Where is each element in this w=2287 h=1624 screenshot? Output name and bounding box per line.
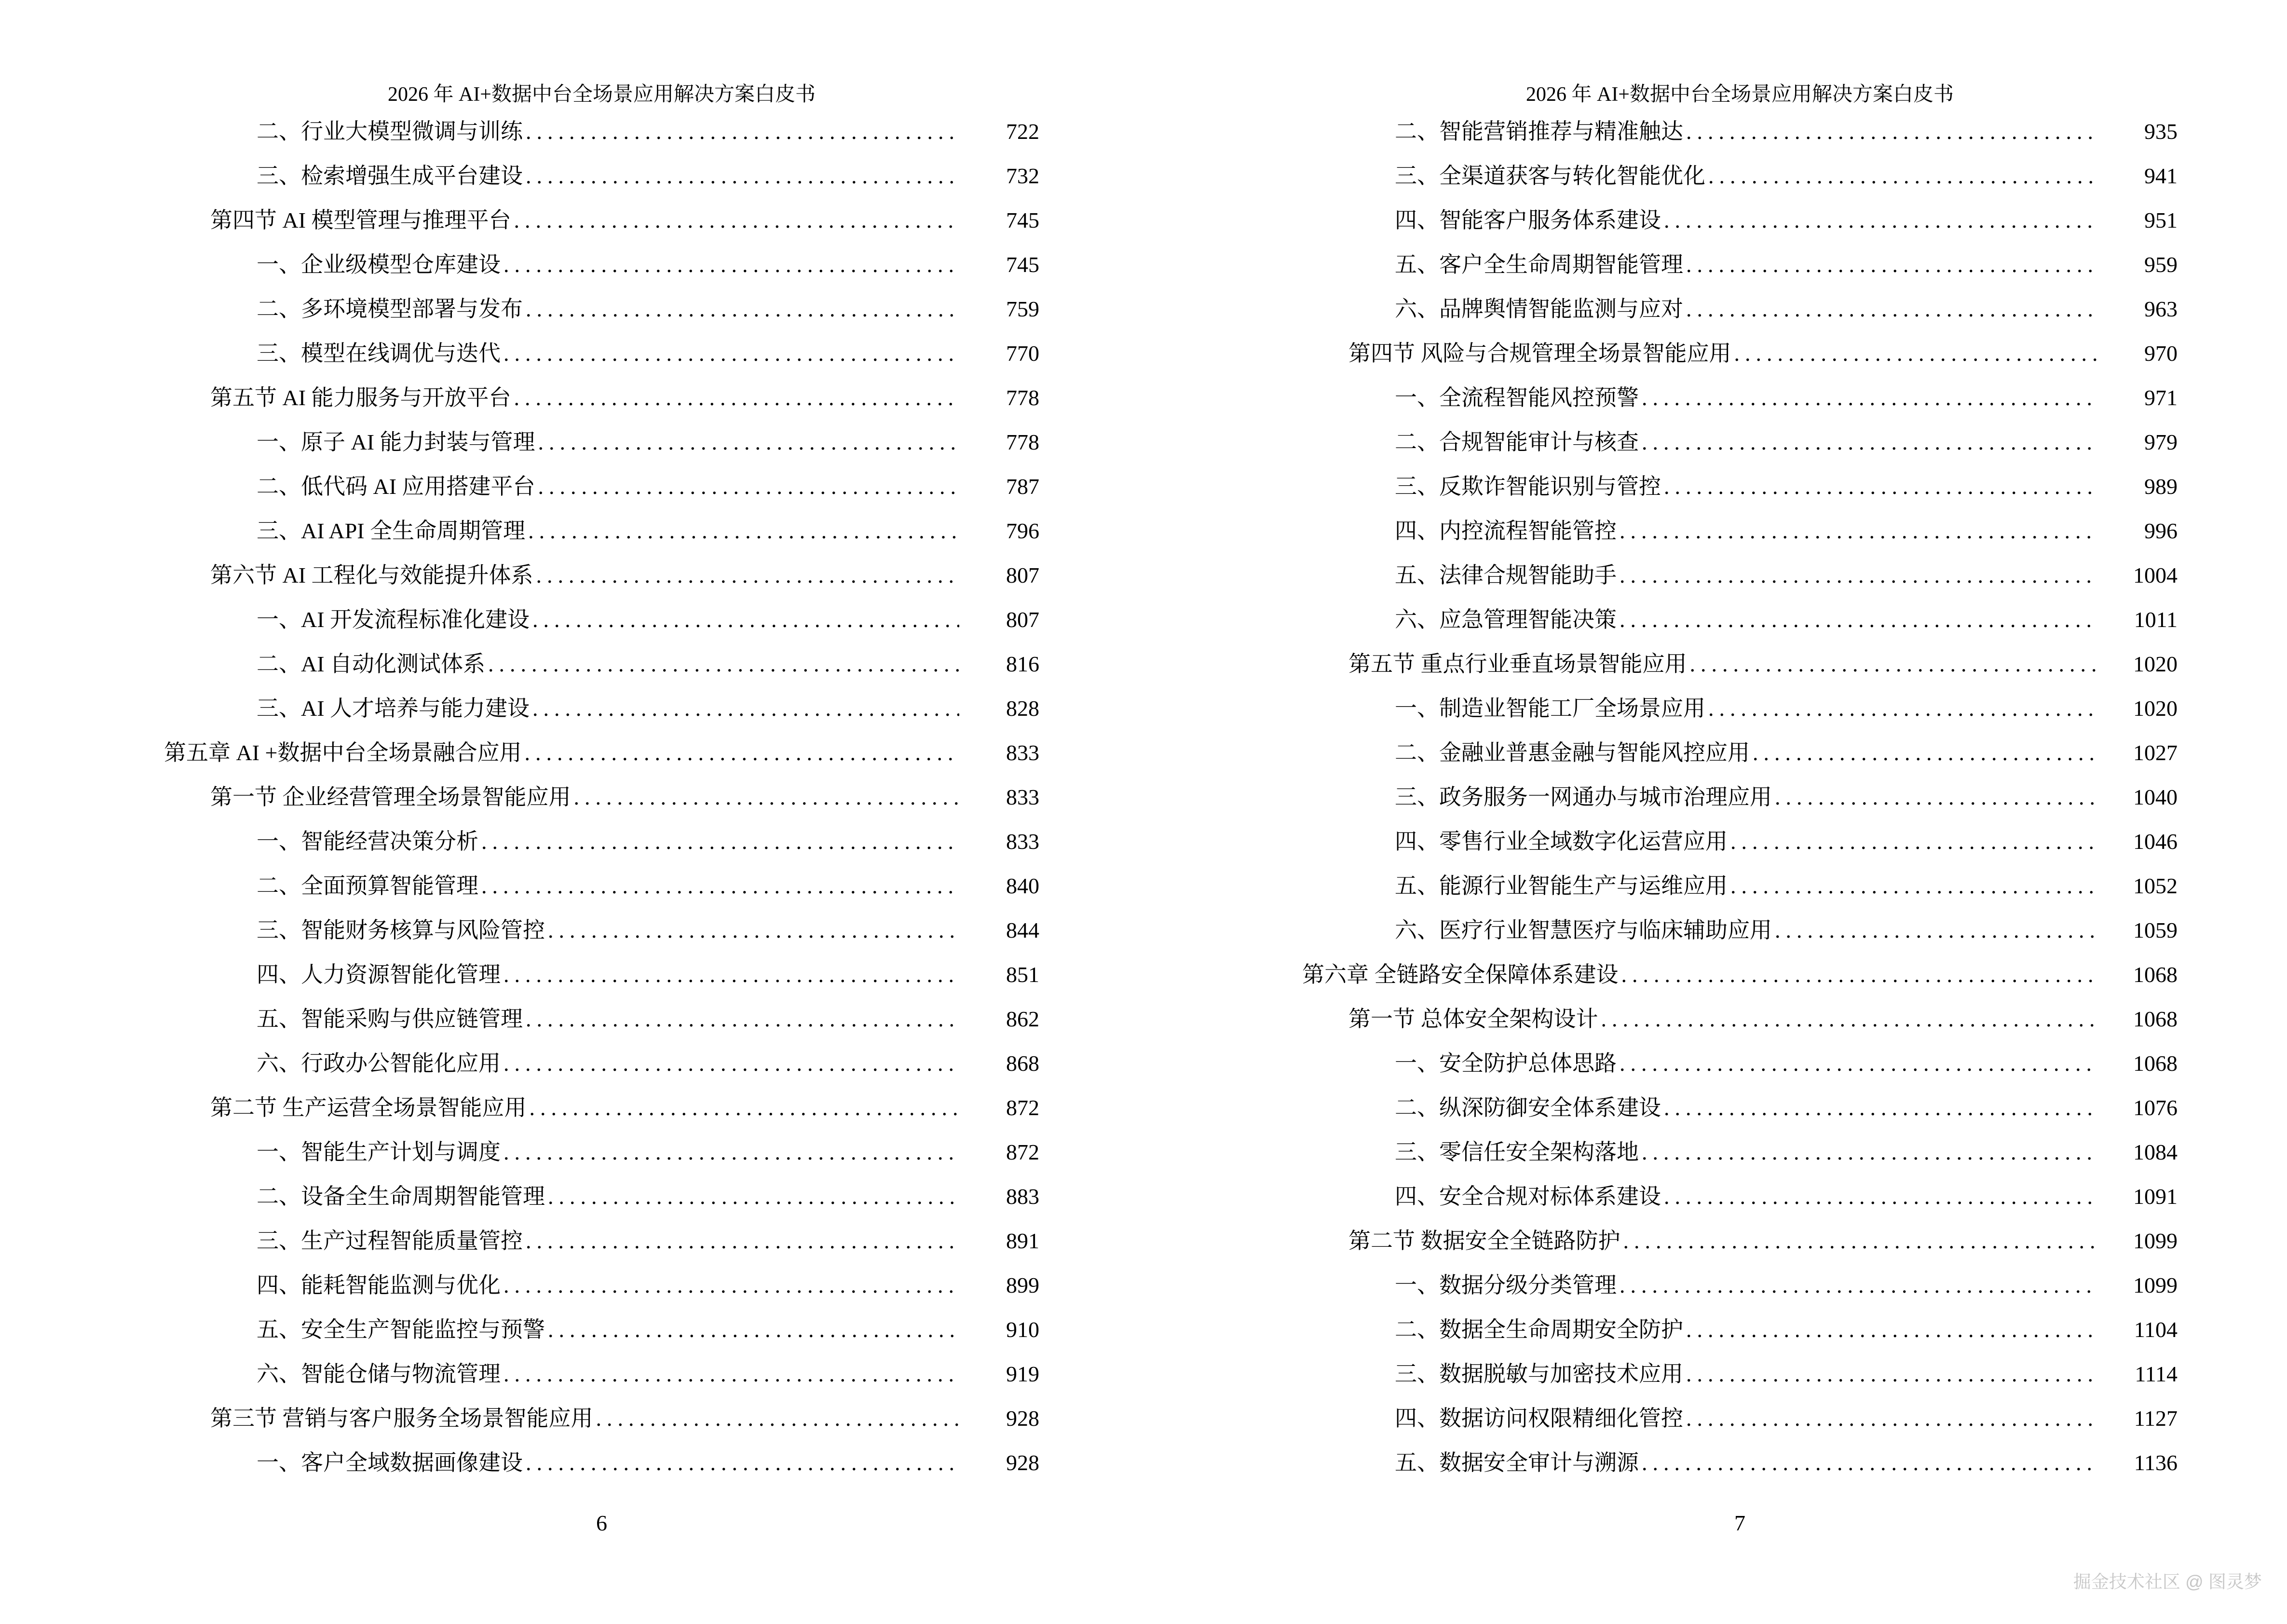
toc-entry-page: 1020 bbox=[2133, 652, 2178, 676]
toc-entry-page: 862 bbox=[1006, 1007, 1039, 1031]
toc-entry bbox=[1302, 464, 2178, 509]
toc-entry bbox=[1302, 1352, 2178, 1396]
toc-entry bbox=[1302, 1308, 2178, 1352]
toc-entry-label: 一、制造业智能工厂全场景应用 bbox=[1395, 696, 1705, 721]
toc-entry-label: 一、安全防护总体思路 bbox=[1395, 1051, 1617, 1076]
toc-entry-label: 三、AI API 全生命周期管理 bbox=[257, 519, 526, 543]
dot-leader bbox=[526, 1441, 959, 1485]
toc-entry-page: 979 bbox=[2144, 430, 2178, 454]
dot-leader bbox=[1686, 109, 2097, 154]
toc-entry bbox=[164, 287, 1039, 331]
toc-entry bbox=[164, 864, 1039, 908]
toc-entry bbox=[164, 1130, 1039, 1174]
toc-entry-label: 二、智能营销推荐与精准触达 bbox=[1395, 119, 1683, 144]
toc-entry bbox=[1302, 953, 2178, 997]
dot-leader bbox=[504, 1041, 959, 1086]
page-number: 6 bbox=[596, 1511, 607, 1535]
toc-entry bbox=[1302, 598, 2178, 642]
toc-entry-label: 三、AI 人才培养与能力建设 bbox=[257, 696, 530, 721]
toc-entry-label: 三、检索增强生成平台建设 bbox=[257, 164, 523, 188]
dot-leader bbox=[526, 109, 959, 154]
dot-leader bbox=[532, 686, 959, 731]
toc-entry-label: 一、企业级模型仓库建设 bbox=[257, 252, 501, 277]
toc-entry bbox=[1302, 331, 2178, 376]
toc-entry bbox=[1302, 642, 2178, 686]
toc-entry-label: 一、客户全域数据画像建设 bbox=[257, 1450, 523, 1475]
toc-entry-page: 1027 bbox=[2133, 740, 2178, 765]
dot-leader bbox=[504, 1130, 959, 1174]
toc-entry-label: 二、多环境模型部署与发布 bbox=[257, 297, 523, 321]
toc-entry-label: 六、应急管理智能决策 bbox=[1395, 607, 1617, 632]
toc-entry-page: 833 bbox=[1006, 740, 1039, 765]
toc-entry-page: 951 bbox=[2144, 208, 2178, 232]
toc-entry-page: 1052 bbox=[2133, 873, 2178, 898]
dot-leader bbox=[1620, 1041, 2097, 1086]
dot-leader bbox=[1686, 1308, 2097, 1352]
toc-entry bbox=[1302, 908, 2178, 953]
toc-entry-page: 732 bbox=[1006, 164, 1039, 188]
toc-entry bbox=[164, 1174, 1039, 1219]
dot-leader bbox=[1775, 775, 2097, 819]
toc-entry bbox=[164, 731, 1039, 775]
toc-entry-label: 二、低代码 AI 应用搭建平台 bbox=[257, 474, 535, 499]
toc-entry-page: 1084 bbox=[2133, 1140, 2178, 1164]
toc-entry bbox=[1302, 1130, 2178, 1174]
toc-entry bbox=[164, 819, 1039, 864]
dot-leader bbox=[538, 464, 959, 509]
toc-entry-label: 二、行业大模型微调与训练 bbox=[257, 119, 523, 144]
dot-leader bbox=[514, 198, 959, 243]
toc-entry-label: 第二节 生产运营全场景智能应用 bbox=[210, 1095, 527, 1120]
toc-entry bbox=[1302, 287, 2178, 331]
toc-entry bbox=[1302, 553, 2178, 598]
toc-entry-label: 第四节 AI 模型管理与推理平台 bbox=[210, 208, 511, 232]
dot-leader bbox=[1708, 154, 2097, 198]
toc-entry-page: 928 bbox=[1006, 1450, 1039, 1475]
dot-leader bbox=[1686, 1396, 2097, 1441]
toc-entry-label: 三、零信任安全架构落地 bbox=[1395, 1140, 1639, 1164]
toc-entry-page: 963 bbox=[2144, 297, 2178, 321]
dot-leader bbox=[504, 243, 959, 287]
dot-leader bbox=[1734, 331, 2098, 376]
dot-leader bbox=[596, 1396, 960, 1441]
toc-entry bbox=[164, 1352, 1039, 1396]
toc-entry bbox=[1302, 1263, 2178, 1308]
toc-entry-label: 三、生产过程智能质量管控 bbox=[257, 1228, 523, 1253]
toc-entry-page: 828 bbox=[1006, 696, 1039, 721]
toc-entry-label: 三、反欺诈智能识别与管控 bbox=[1395, 474, 1661, 499]
toc-entry bbox=[1302, 1041, 2178, 1086]
dot-leader bbox=[538, 420, 959, 464]
toc-entry-label: 三、数据脱敏与加密技术应用 bbox=[1395, 1362, 1683, 1386]
dot-leader bbox=[1642, 1441, 2097, 1485]
toc-entry-label: 三、全渠道获客与转化智能优化 bbox=[1395, 164, 1705, 188]
dot-leader bbox=[528, 509, 959, 553]
toc-entry-page: 883 bbox=[1006, 1184, 1039, 1209]
toc-entry bbox=[164, 154, 1039, 198]
dot-leader bbox=[488, 642, 959, 686]
toc-entry bbox=[1302, 154, 2178, 198]
dot-leader bbox=[526, 1219, 959, 1263]
toc-entry-label: 第六章 全链路安全保障体系建设 bbox=[1302, 962, 1619, 987]
toc-entry bbox=[1302, 509, 2178, 553]
toc-list bbox=[1302, 109, 2178, 1485]
toc-entry-page: 833 bbox=[1006, 829, 1039, 854]
toc-entry bbox=[1302, 731, 2178, 775]
toc-entry-page: 851 bbox=[1006, 962, 1039, 987]
toc-entry bbox=[164, 953, 1039, 997]
toc-entry bbox=[164, 331, 1039, 376]
toc-entry bbox=[1302, 1174, 2178, 1219]
toc-entry bbox=[164, 553, 1039, 598]
toc-entry-label: 一、原子 AI 能力封装与管理 bbox=[257, 430, 535, 454]
toc-entry-page: 1091 bbox=[2133, 1184, 2178, 1209]
dot-leader bbox=[1601, 997, 2098, 1041]
page-number: 7 bbox=[1734, 1511, 1745, 1535]
toc-entry-label: 五、法律合规智能助手 bbox=[1395, 563, 1617, 587]
toc-entry-label: 五、客户全生命周期智能管理 bbox=[1395, 252, 1683, 277]
dot-leader bbox=[1730, 819, 2097, 864]
dot-leader bbox=[481, 819, 959, 864]
toc-entry bbox=[1302, 1441, 2178, 1485]
dot-leader bbox=[1623, 1219, 2098, 1263]
toc-entry-page: 778 bbox=[1006, 430, 1039, 454]
dot-leader bbox=[1664, 464, 2097, 509]
toc-entry-page: 1068 bbox=[2133, 962, 2178, 987]
toc-entry-label: 第二节 数据安全全链路防护 bbox=[1348, 1228, 1620, 1253]
dot-leader bbox=[524, 731, 959, 775]
toc-entry bbox=[1302, 1219, 2178, 1263]
toc-entry bbox=[164, 243, 1039, 287]
toc-entry bbox=[164, 1086, 1039, 1130]
toc-entry bbox=[164, 686, 1039, 731]
toc-entry-page: 778 bbox=[1006, 385, 1039, 410]
toc-entry bbox=[1302, 775, 2178, 819]
toc-entry-label: 四、安全合规对标体系建设 bbox=[1395, 1184, 1661, 1209]
toc-entry bbox=[164, 642, 1039, 686]
dot-leader bbox=[574, 775, 960, 819]
toc-entry bbox=[164, 775, 1039, 819]
toc-entry-page: 745 bbox=[1006, 208, 1039, 232]
dot-leader bbox=[1753, 731, 2097, 775]
toc-entry bbox=[1302, 198, 2178, 243]
toc-entry-label: 四、人力资源智能化管理 bbox=[257, 962, 501, 987]
dot-leader bbox=[536, 553, 959, 598]
toc-list bbox=[164, 109, 1039, 1485]
toc-entry-page: 844 bbox=[1006, 918, 1039, 942]
toc-entry-label: 四、智能客户服务体系建设 bbox=[1395, 208, 1661, 232]
toc-entry-label: 四、数据访问权限精细化管控 bbox=[1395, 1406, 1683, 1431]
dot-leader bbox=[1620, 553, 2097, 598]
dot-leader bbox=[514, 376, 959, 420]
dot-leader bbox=[1642, 376, 2097, 420]
toc-entry-page: 919 bbox=[1006, 1362, 1039, 1386]
toc-entry-page: 989 bbox=[2144, 474, 2178, 499]
toc-entry-page: 1099 bbox=[2133, 1228, 2178, 1253]
toc-entry-label: 五、智能采购与供应链管理 bbox=[257, 1007, 523, 1031]
dot-leader bbox=[526, 287, 959, 331]
toc-entry-label: 第五节 AI 能力服务与开放平台 bbox=[210, 385, 511, 410]
toc-entry-page: 745 bbox=[1006, 252, 1039, 277]
toc-entry-label: 六、行政办公智能化应用 bbox=[257, 1051, 501, 1076]
toc-entry-page: 910 bbox=[1006, 1317, 1039, 1342]
toc-entry-label: 五、能源行业智能生产与运维应用 bbox=[1395, 873, 1728, 898]
dot-leader bbox=[1642, 420, 2097, 464]
dot-leader bbox=[1686, 1352, 2097, 1396]
toc-entry-page: 1020 bbox=[2133, 696, 2178, 721]
toc-entry bbox=[164, 420, 1039, 464]
toc-entry-page: 1099 bbox=[2133, 1273, 2178, 1297]
dot-leader bbox=[481, 864, 959, 908]
toc-entry-page: 1114 bbox=[2135, 1362, 2178, 1386]
toc-entry-label: 第四节 风险与合规管理全场景智能应用 bbox=[1348, 341, 1731, 366]
toc-entry-page: 899 bbox=[1006, 1273, 1039, 1297]
toc-entry-page: 868 bbox=[1006, 1051, 1039, 1076]
toc-entry-page: 1059 bbox=[2133, 918, 2178, 942]
toc-entry bbox=[164, 109, 1039, 154]
toc-entry bbox=[1302, 686, 2178, 731]
toc-entry-label: 四、零售行业全域数字化运营应用 bbox=[1395, 829, 1728, 854]
toc-entry-page: 928 bbox=[1006, 1406, 1039, 1431]
toc-entry-label: 第六节 AI 工程化与效能提升体系 bbox=[210, 563, 533, 587]
toc-entry-page: 1127 bbox=[2134, 1406, 2178, 1431]
toc-entry-label: 第五节 重点行业垂直场景智能应用 bbox=[1348, 652, 1687, 676]
toc-entry-page: 941 bbox=[2144, 164, 2178, 188]
toc-entry-page: 959 bbox=[2144, 252, 2178, 277]
dot-leader bbox=[1708, 686, 2097, 731]
dot-leader bbox=[1686, 243, 2097, 287]
dot-leader bbox=[1664, 198, 2097, 243]
toc-entry-page: 840 bbox=[1006, 873, 1039, 898]
dot-leader bbox=[504, 1352, 959, 1396]
toc-entry-label: 六、医疗行业智慧医疗与临床辅助应用 bbox=[1395, 918, 1772, 942]
toc-entry bbox=[164, 1263, 1039, 1308]
toc-entry bbox=[1302, 376, 2178, 420]
toc-entry-label: 五、数据安全审计与溯源 bbox=[1395, 1450, 1639, 1475]
toc-entry-page: 1011 bbox=[2134, 607, 2178, 632]
toc-entry-page: 1136 bbox=[2134, 1450, 2178, 1475]
toc-entry-label: 四、内控流程智能管控 bbox=[1395, 519, 1617, 543]
dot-leader bbox=[1664, 1174, 2097, 1219]
dot-leader bbox=[1642, 1130, 2097, 1174]
toc-entry-page: 1104 bbox=[2134, 1317, 2178, 1342]
toc-entry bbox=[1302, 1396, 2178, 1441]
toc-entry bbox=[1302, 819, 2178, 864]
toc-entry-label: 二、金融业普惠金融与智能风控应用 bbox=[1395, 740, 1750, 765]
dot-leader bbox=[504, 1263, 959, 1308]
toc-entry-page: 787 bbox=[1006, 474, 1039, 499]
toc-entry-label: 一、智能生产计划与调度 bbox=[257, 1140, 501, 1164]
toc-entry-page: 971 bbox=[2144, 385, 2178, 410]
toc-entry-page: 807 bbox=[1006, 563, 1039, 587]
toc-entry bbox=[1302, 420, 2178, 464]
toc-entry-page: 816 bbox=[1006, 652, 1039, 676]
dot-leader bbox=[1621, 953, 2098, 997]
toc-entry-page: 722 bbox=[1006, 119, 1039, 144]
toc-entry bbox=[1302, 997, 2178, 1041]
toc-entry-page: 996 bbox=[2144, 519, 2178, 543]
toc-entry-page: 759 bbox=[1006, 297, 1039, 321]
toc-entry-label: 四、能耗智能监测与优化 bbox=[257, 1273, 501, 1297]
toc-entry-label: 第五章 AI +数据中台全场景融合应用 bbox=[164, 740, 522, 765]
dot-leader bbox=[1730, 864, 2097, 908]
dot-leader bbox=[504, 953, 959, 997]
toc-entry-page: 935 bbox=[2144, 119, 2178, 144]
page-6 bbox=[164, 0, 1039, 1624]
dot-leader bbox=[1620, 509, 2097, 553]
toc-entry bbox=[164, 1219, 1039, 1263]
toc-entry-label: 六、智能仓储与物流管理 bbox=[257, 1362, 501, 1386]
toc-entry-page: 1046 bbox=[2133, 829, 2178, 854]
toc-entry-label: 二、数据全生命周期安全防护 bbox=[1395, 1317, 1683, 1342]
toc-entry-page: 1076 bbox=[2133, 1095, 2178, 1120]
dot-leader bbox=[526, 997, 959, 1041]
toc-entry bbox=[1302, 864, 2178, 908]
toc-entry bbox=[164, 509, 1039, 553]
dot-leader bbox=[548, 1308, 959, 1352]
toc-entry bbox=[164, 1441, 1039, 1485]
toc-entry-page: 872 bbox=[1006, 1140, 1039, 1164]
toc-entry bbox=[1302, 243, 2178, 287]
watermark: 掘金技术社区 @ 图灵梦 bbox=[2073, 1572, 2262, 1592]
dot-leader bbox=[1620, 1263, 2097, 1308]
toc-entry-page: 807 bbox=[1006, 607, 1039, 632]
toc-entry bbox=[164, 1396, 1039, 1441]
toc-entry-label: 三、模型在线调优与迭代 bbox=[257, 341, 501, 366]
toc-entry bbox=[164, 198, 1039, 243]
dot-leader bbox=[526, 154, 959, 198]
dot-leader bbox=[532, 598, 959, 642]
toc-entry bbox=[164, 1308, 1039, 1352]
toc-entry-label: 第一节 总体安全架构设计 bbox=[1348, 1007, 1598, 1031]
toc-entry-page: 796 bbox=[1006, 519, 1039, 543]
toc-entry-label: 一、全流程智能风控预警 bbox=[1395, 385, 1639, 410]
page-7 bbox=[1302, 0, 2178, 1624]
toc-entry-label: 第三节 营销与客户服务全场景智能应用 bbox=[210, 1406, 593, 1431]
dot-leader bbox=[1664, 1086, 2097, 1130]
toc-entry-page: 1040 bbox=[2133, 785, 2178, 809]
toc-entry-label: 六、品牌舆情智能监测与应对 bbox=[1395, 297, 1683, 321]
toc-entry-page: 872 bbox=[1006, 1095, 1039, 1120]
dot-leader bbox=[1775, 908, 2097, 953]
toc-entry bbox=[164, 376, 1039, 420]
toc-entry-page: 970 bbox=[2144, 341, 2178, 366]
dot-leader bbox=[1686, 287, 2097, 331]
running-header: 2026 年 AI+数据中台全场景应用解决方案白皮书 bbox=[387, 83, 816, 106]
toc-entry-label: 第一节 企业经营管理全场景智能应用 bbox=[210, 785, 571, 809]
dot-leader bbox=[1620, 598, 2097, 642]
dot-leader bbox=[548, 908, 959, 953]
toc-entry-page: 1068 bbox=[2133, 1051, 2178, 1076]
toc-entry-label: 二、合规智能审计与核查 bbox=[1395, 430, 1639, 454]
toc-entry-label: 二、设备全生命周期智能管理 bbox=[257, 1184, 545, 1209]
toc-entry bbox=[1302, 1086, 2178, 1130]
toc-entry-label: 三、政务服务一网通办与城市治理应用 bbox=[1395, 785, 1772, 809]
running-header: 2026 年 AI+数据中台全场景应用解决方案白皮书 bbox=[1525, 83, 1954, 106]
toc-entry-label: 五、安全生产智能监控与预警 bbox=[257, 1317, 545, 1342]
dot-leader bbox=[530, 1086, 960, 1130]
toc-entry bbox=[164, 464, 1039, 509]
toc-entry-label: 三、智能财务核算与风险管控 bbox=[257, 918, 545, 942]
toc-entry bbox=[164, 1041, 1039, 1086]
toc-entry-label: 一、AI 开发流程标准化建设 bbox=[257, 607, 530, 632]
toc-entry-page: 1068 bbox=[2133, 1007, 2178, 1031]
toc-entry bbox=[164, 598, 1039, 642]
toc-entry-label: 二、全面预算智能管理 bbox=[257, 873, 478, 898]
toc-entry-label: 一、智能经营决策分析 bbox=[257, 829, 478, 854]
dot-leader bbox=[1690, 642, 2098, 686]
toc-entry-label: 一、数据分级分类管理 bbox=[1395, 1273, 1617, 1297]
toc-entry-page: 891 bbox=[1006, 1228, 1039, 1253]
dot-leader bbox=[504, 331, 959, 376]
dot-leader bbox=[548, 1174, 959, 1219]
toc-entry-page: 1004 bbox=[2133, 563, 2178, 587]
toc-entry-page: 833 bbox=[1006, 785, 1039, 809]
toc-entry-page: 770 bbox=[1006, 341, 1039, 366]
toc-entry bbox=[1302, 109, 2178, 154]
toc-entry-label: 二、纵深防御安全体系建设 bbox=[1395, 1095, 1661, 1120]
toc-entry bbox=[164, 908, 1039, 953]
toc-entry-label: 二、AI 自动化测试体系 bbox=[257, 652, 486, 676]
toc-entry bbox=[164, 997, 1039, 1041]
